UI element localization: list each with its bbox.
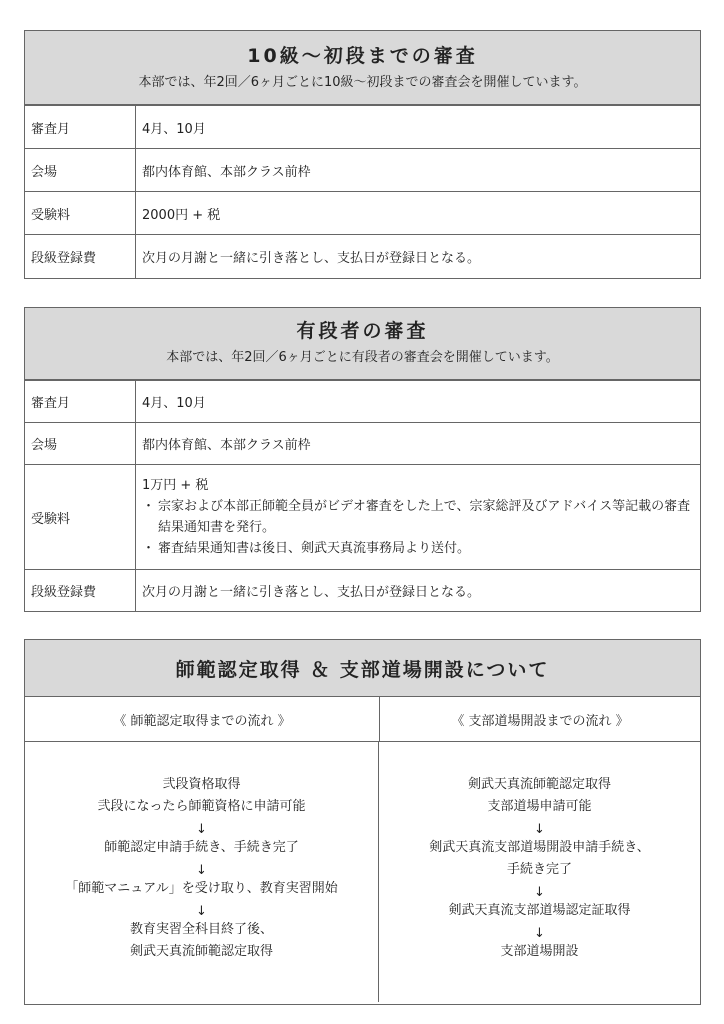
branch-flow-heading: 《 支部道場開設までの流れ 》 [451,713,629,729]
exam-kyu-section [24,30,701,279]
row-value: 2000円 + 税 [142,207,221,223]
flow-step: 師範認定申請手続き、手続き完了 [104,840,299,855]
row-label: 段級登録費 [25,570,136,611]
flow-body [25,742,700,1002]
table-row [25,422,700,464]
row-value: 都内体育館、本部クラス前枠 [142,164,311,180]
instructor-branch-section [24,639,701,1005]
exam-dan-section [24,307,701,612]
instructor-flow-heading: 《 師範認定取得までの流れ 》 [25,697,380,741]
table-row [25,148,700,191]
row-label: 受験料 [25,465,136,569]
flow-step: 支部道場開設 [500,944,579,959]
flow-step: 支部道場申請可能 [487,799,592,814]
table-row [25,191,700,234]
flow-headings [25,697,700,742]
down-arrow-icon: ↓ [534,926,545,941]
row-label: 会場 [25,149,136,191]
flow-step: 手続き完了 [506,862,572,877]
row-value: 4月、10月 [142,121,206,137]
section-title: 有段者の審査 [296,320,429,342]
flow-step: 剣武天真流支部道場開設申請手続き、 [429,840,650,855]
row-label: 審査月 [25,381,136,422]
flow-step: 弐段になったら師範資格に申請可能 [97,799,306,814]
table-row [25,234,700,278]
row-value: 都内体育館、本部クラス前枠 [142,438,311,453]
branch-flow [379,742,700,1002]
down-arrow-icon: ↓ [196,863,207,878]
row-label: 段級登録費 [25,235,136,278]
section-title: 師範認定取得 ＆ 支部道場開設について [175,658,550,681]
table-row [25,380,700,422]
section-subtitle: 本部では、年2回／6ヶ月ごとに有段者の審査会を開催しています。 [166,350,559,365]
section-header [25,308,700,380]
down-arrow-icon: ↓ [534,822,545,837]
row-value: 4月、10月 [142,396,206,411]
row-label: 審査月 [25,106,136,148]
table-row [25,569,700,611]
instructor-flow [25,742,379,1002]
row-value: 次月の月謝と一緒に引き落とし、支払日が登録日となる。 [142,251,481,266]
section-title: 10級〜初段までの審査 [247,45,478,67]
fee-amount: 1万円 + 税 [142,477,209,493]
section-header [25,640,700,697]
fee-note: ・ 審査結果通知書は後日、剣武天真流事務局より送付。 [142,538,698,559]
flow-step: 剣武天真流師範認定取得 [467,777,611,792]
flow-step: 教育実習全科目終了後、 [129,922,273,937]
down-arrow-icon: ↓ [534,885,545,900]
row-value [136,465,700,569]
row-value: 次月の月謝と一緒に引き落とし、支払日が登録日となる。 [142,585,481,600]
flow-step: 剣武天真流師範認定取得 [129,944,273,959]
table-row [25,464,700,569]
flow-step: 「師範マニュアル」を受け取り、教育実習開始 [65,881,338,896]
flow-step: 剣武天真流支部道場認定証取得 [448,903,631,918]
fee-note: ・ 宗家および本部正師範全員がビデオ審査をした上で、宗家総評及びアドバイス等記載の審査結果通知書を発行。 [142,496,698,538]
row-label: 受験料 [25,192,136,234]
section-header [25,31,700,105]
row-label: 会場 [25,423,136,464]
down-arrow-icon: ↓ [196,822,207,837]
down-arrow-icon: ↓ [196,904,207,919]
table-row [25,105,700,148]
flow-step: 弐段資格取得 [162,777,241,792]
section-subtitle: 本部では、年2回／6ヶ月ごとに10級〜初段までの審査会を開催しています。 [138,75,587,90]
